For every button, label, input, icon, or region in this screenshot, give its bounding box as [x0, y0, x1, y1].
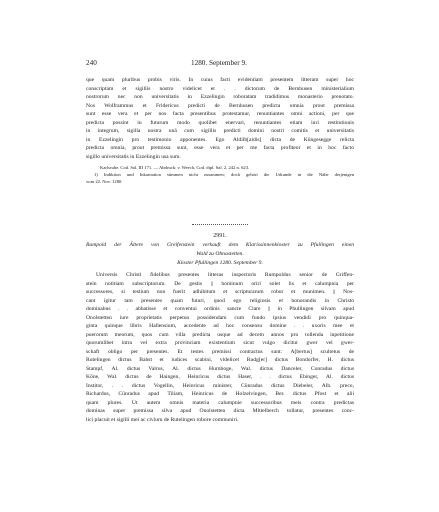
document-number: 2991.: [213, 233, 227, 239]
text-line: predicta omnia, prout premissa sunt, esse vera et per me facta profiteor et in hoc facto: [86, 145, 354, 151]
archive-note: Karlsruhe. Cod. Sal. III 171. — Abdruck: v. Weech, Cod. dipl. Sal. 2, 242 n. 623.: [100, 165, 250, 170]
text-line: que quam pluribus probis viris. In cuius facti evidentiam presentem litteram super hoc: [86, 77, 354, 83]
text-line: in integrum, sigilla nostra unā cum sigillis predicti domini nostri comitis et universitatis: [86, 128, 354, 134]
text-line: dominabus . . abbatisse et conventui ordinis sancte Clare || in Phullingen silvam apud: [86, 306, 354, 312]
text-line: Onolstetten iure proprietatis perpetuo possidendam cum fundo ipsius vendidi pro quinqua-: [86, 314, 354, 321]
text-line: lici placuit et sigilli mei ac civium de Rutelingen robore communiri.: [86, 416, 239, 423]
text-line: Richardus, Cūnradus apud Tiliam, Heinricus de Holzelvingen, Ber. dictus Pfost et alii: [86, 391, 354, 397]
main-paragraph: [86, 271, 354, 424]
text-line: ginta quinque libris Hallensium, accedente ad hoc consensu domine . . uxoris mee et: [86, 323, 354, 329]
text-line: stein notitiam subscriptorum. De gestis || hominum oriri solet lis et calumpnia per: [86, 280, 354, 287]
document-title: [86, 241, 354, 258]
source-notes: [86, 164, 354, 186]
text-line: in Ezzelingin pro testimonio apponentes. Ego Aldilb[aidis] dicta de Kūngesegge relicta: [86, 136, 354, 143]
text-line: sigillo universitatis in Ezzelingin usa sum.: [86, 153, 181, 160]
text-line: Institor, . . dictus Vogellin, Heinricus minister, Cūnradus dictus Diebeler, Alb. preco,: [86, 382, 354, 389]
text-line: Nos Wolframmus et Fridericus predicti de Bernhusen predicta omnia prout premissa: [86, 102, 354, 109]
text-line: cant igitur tam presentes quam futuri, quod ego religiosis et honorandis in Christo: [86, 297, 354, 304]
text-line: Kōne, Wal. dictus de Haingen, Heinricus dictus Haser, . . dictus Ebinger, Al. dictus: [86, 374, 354, 380]
text-line: dominas super premissa silva apud Onolstetten dicta Mittelberch tollatur, presentes conc-: [86, 408, 354, 414]
text-line: nostrorum nec non universitatis in Ezzelingin roboratam tradidimus monasterio prenotato.: [86, 94, 354, 100]
text-line: predicta possint in futurum modo quolibet enervari, renuntiantes etiam iuri restitutionis: [86, 119, 354, 126]
title-line: Rumpold der Ältere von Greifenstein verkauft dem Klarissinnenkloster zu Pfullingen einen: [86, 242, 354, 248]
text-line: successores, si testium non fuerit adhibitum et scripturarum robur et munimen. || Nos-: [86, 289, 354, 295]
text-line: conscriptam et sigillis nostro videlicet et . . dictorum de Bernhusen ministerialium: [86, 85, 354, 92]
text-line: Universis Christi fidelibus presentes litteras inspecturis Rumpoldus senior de Griffen-: [96, 272, 354, 278]
footnote: 1) Indiktion und Inkarnation stimmen nicht zusammen; doch gehört die Urkunde in die Nähe derjenigen: [94, 172, 354, 178]
footnote-continuation: vom 22. Nov. 1280.: [86, 179, 123, 185]
running-date: 1280. September 9.: [191, 59, 247, 67]
text-line: quam plures. Ut autem omnis materia calumpnie successoribus meis contra predictas: [86, 399, 354, 406]
text-line: puerorum meorum, quos cum villa predicta usque ad decem annos pro tollenda inpetitione: [86, 331, 354, 338]
title-line: Wald zu Ohnastetten.: [196, 250, 244, 257]
page-number: 240: [86, 59, 97, 67]
text-line: Stampf, Al. dictus Valrus, Al. dictus Hurnboge, Wal. dictus Danceler, Conradus dictus: [86, 365, 354, 372]
text-line: quorumlibet intra vel extra provinciam existentium sicut vulgo dicitur gwer vel gwer-: [86, 340, 354, 346]
text-line: sunt esse vera et per nos facta presentibus protestamur, renuntiantes omni actioni, per que: [86, 111, 354, 117]
text-line: Rutelingen dictus Bahst et iudices scabini, videlicet Rudg[er] dictus Bondorfer, H. dictus: [86, 357, 354, 363]
section-separator: [192, 224, 248, 225]
place-date: Kloster Pfullingen 1280. September 9.: [177, 260, 263, 266]
top-paragraph: [86, 76, 354, 161]
text-line: schaft obligo per presentes. Et testes premissi contractus sunt: A[bertus] scultetus de: [86, 348, 354, 355]
page-header: [86, 58, 354, 68]
